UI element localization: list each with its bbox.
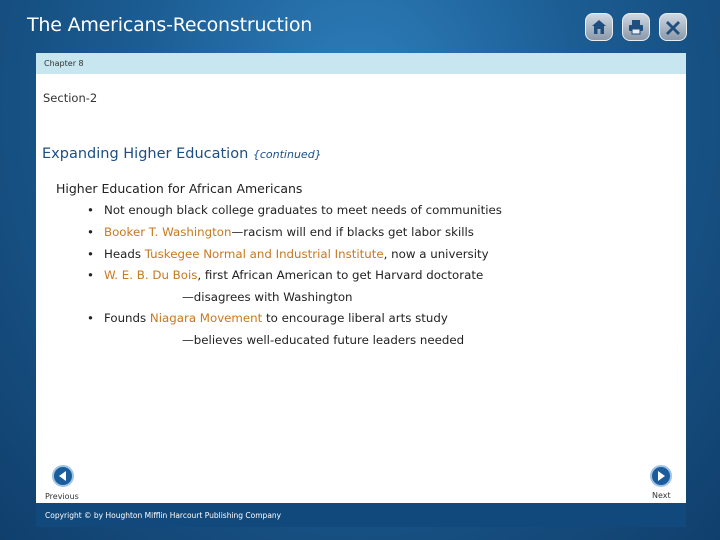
print-button[interactable] xyxy=(622,13,650,41)
previous-button[interactable] xyxy=(52,465,74,487)
bullet-marker: • xyxy=(87,203,94,217)
bullet-text: , now a university xyxy=(383,247,489,261)
section-label: Section-2 xyxy=(43,91,98,105)
bullet-highlight: Booker T. Washington xyxy=(104,225,232,239)
bullet-highlight: Niagara Movement xyxy=(149,311,263,325)
next-button[interactable] xyxy=(650,465,672,487)
bullet-text: Heads xyxy=(104,247,145,261)
bullet-highlight: Tuskegee Normal and Industrial Institute xyxy=(144,247,384,261)
continuation-line: —believes well-educated future leaders needed xyxy=(182,333,465,347)
bullet-marker: • xyxy=(87,311,94,325)
bullet-highlight: W. E. B. Du Bois xyxy=(104,268,198,282)
bullet-text: , first African American to get Harvard doctorate xyxy=(197,268,484,282)
bullet-text: Founds xyxy=(104,311,150,325)
bullet-item xyxy=(104,203,502,217)
home-button[interactable] xyxy=(585,13,613,41)
previous-label[interactable]: Previous xyxy=(45,492,79,501)
heading-continued: {continued} xyxy=(252,148,322,161)
bullet-marker: • xyxy=(87,225,94,239)
bullet-text: to encourage liberal arts study xyxy=(262,311,448,325)
print-icon xyxy=(627,18,645,36)
home-icon xyxy=(590,18,608,36)
continuation-line: —disagrees with Washington xyxy=(182,290,353,304)
copyright-text: Copyright © by Houghton Mifflin Harcourt Publishing Company xyxy=(45,511,282,520)
chapter-bar xyxy=(36,53,686,74)
footer-bar xyxy=(36,503,686,527)
bullet-item xyxy=(104,225,474,239)
next-label[interactable]: Next xyxy=(652,491,671,500)
arrow-left-icon xyxy=(54,467,72,485)
slide-content xyxy=(36,53,686,527)
close-button[interactable] xyxy=(659,13,687,41)
arrow-right-icon xyxy=(652,467,670,485)
bullet-marker: • xyxy=(87,247,94,261)
heading-text: Expanding Higher Education xyxy=(42,146,249,162)
slide-heading xyxy=(42,146,322,162)
bullet-marker: • xyxy=(87,268,94,282)
bullet-item xyxy=(104,268,483,282)
presentation-title: The Americans-Reconstruction xyxy=(27,14,313,36)
subheading: Higher Education for African Americans xyxy=(56,181,303,196)
chapter-label: Chapter 8 xyxy=(44,59,84,68)
bullet-item xyxy=(104,311,448,325)
close-icon xyxy=(664,18,682,36)
bullet-item xyxy=(104,247,489,261)
bullet-text: —racism will end if blacks get labor skills xyxy=(231,225,474,239)
bullet-text: Not enough black college graduates to meet needs of communities xyxy=(104,203,502,217)
